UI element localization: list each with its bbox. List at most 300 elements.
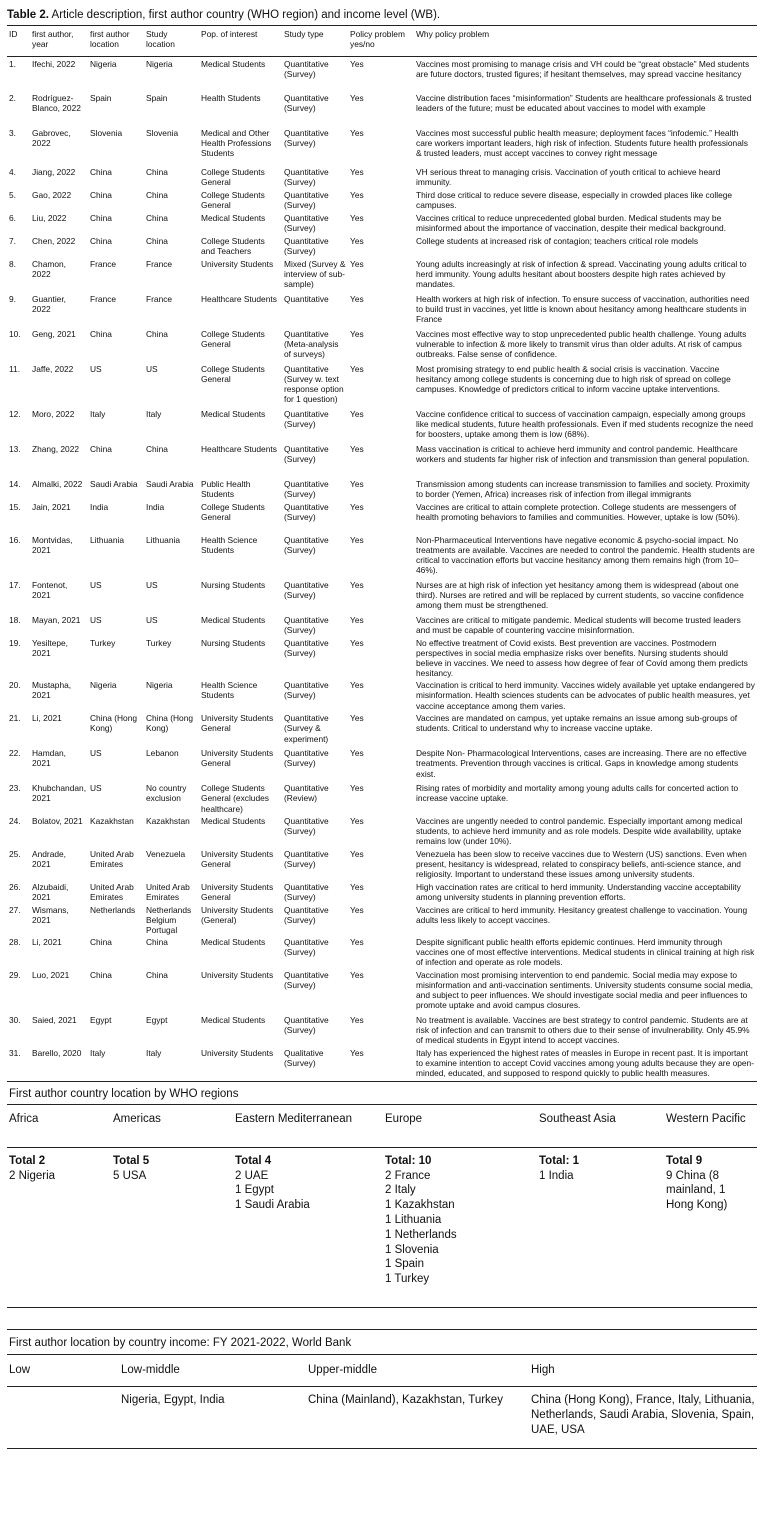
- cell-study-type: Quantitative (Survey): [284, 167, 329, 188]
- cell-id: 12.: [9, 409, 21, 419]
- cell-id: 9.: [9, 294, 16, 304]
- cell-population: University Students: [201, 969, 274, 980]
- cell-study-type: Quantitative (Survey): [284, 615, 329, 636]
- cell-first-author-year: Li, 2021: [32, 713, 62, 724]
- cell-id: 18.: [9, 615, 21, 625]
- cell-study-type: Quantitative (Survey): [284, 213, 329, 234]
- cell-study-type: Quantitative (Survey): [284, 815, 329, 836]
- who-country-count: 2 Nigeria: [9, 1169, 56, 1182]
- cell-first-author-location: Italy: [88, 1046, 144, 1082]
- cell-population: Medical and Other Health Professions Students: [201, 128, 272, 159]
- cell-first-author-location: US: [90, 783, 102, 794]
- cell-policy-problem: Yes: [348, 1046, 414, 1082]
- who-region-total: Total: 10: [385, 1154, 432, 1167]
- cell-id: 11.: [9, 364, 21, 374]
- income-header-row: [7, 1355, 757, 1387]
- cell-study-type: Quantitative (Survey): [284, 93, 329, 114]
- cell-population: Public Health Students: [201, 479, 251, 500]
- column-header-study-type: Study type: [282, 26, 348, 56]
- cell-policy-problem: Yes: [350, 294, 364, 304]
- cell-population: Medical Students: [201, 213, 266, 223]
- table-row: [7, 847, 757, 880]
- cell-study-location: China: [146, 969, 168, 980]
- cell-study-type: Quantitative (Survey): [284, 848, 329, 869]
- cell-why-policy-problem: No treatment is available. Vaccines are best strategy to control pandemic. Students are at risk of infection and can transmit to others due to their sense of invulnerability. Only 45.9% of medical students in Egypt intend to accept vaccines.: [416, 1014, 750, 1046]
- cell-policy-problem: Yes: [350, 259, 364, 269]
- table-row: [7, 935, 757, 968]
- who-region-total: Total 2: [9, 1154, 46, 1167]
- cell-study-location: Venezuela: [146, 848, 186, 859]
- cell-policy-problem: Yes: [350, 881, 364, 892]
- cell-population: Medical Students: [201, 409, 266, 419]
- who-country-count: 1 Netherlands: [385, 1228, 457, 1241]
- table-row: [7, 781, 757, 813]
- cell-study-type: Quantitative: [284, 294, 329, 304]
- cell-first-author-location: United Arab Emirates: [90, 848, 134, 869]
- cell-first-author-location: China: [90, 213, 112, 223]
- cell-policy-problem: Yes: [350, 364, 364, 374]
- column-header-population: Pop. of interest: [199, 26, 282, 56]
- cell-policy-problem: Yes: [350, 748, 364, 759]
- column-header-study-location: Study location: [144, 26, 199, 56]
- income-countries-cell: Nigeria, Egypt, India: [119, 1387, 306, 1449]
- cell-population: College Students General: [201, 167, 265, 188]
- cell-first-author-location: US: [90, 615, 102, 625]
- cell-study-location: India: [146, 502, 165, 512]
- cell-id: 7.: [9, 236, 16, 246]
- cell-why-policy-problem: Venezuela has been slow to receive vaccines due to Western (US) sanctions. Even when present, hesitancy is widespread, related to conspiracy beliefs, anti-science stance, and religiosity. Important to understand these issues among university students.: [416, 848, 747, 879]
- cell-population: Healthcare Students: [201, 294, 277, 304]
- income-countries-cell: China (Mainland), Kazakhstan, Turkey: [306, 1387, 529, 1449]
- cell-why-policy-problem: Vaccines are critical to herd immunity. Hesitancy greatest challenge to vaccination. Young adults less likely to accept vaccines.: [416, 904, 748, 925]
- cell-study-type: Quantitative (Survey): [284, 128, 329, 149]
- cell-study-type: Quantitative (Survey & experiment): [284, 713, 329, 744]
- cell-population: College Students General: [201, 190, 265, 211]
- who-country-count: 1 Kazakhstan: [385, 1199, 455, 1212]
- cell-first-author-location: US: [90, 580, 102, 590]
- cell-first-author-location: China: [90, 167, 112, 177]
- cell-population: Medical Students: [201, 58, 266, 69]
- cell-first-author-location: China: [90, 936, 112, 947]
- income-countries-cell: [7, 1387, 119, 1449]
- cell-study-type: Qualitative (Survey): [282, 1046, 348, 1082]
- cell-study-type: Quantitative (Survey): [284, 1014, 329, 1036]
- cell-policy-problem: Yes: [350, 936, 364, 947]
- cell-first-author-year: Gabrovec, 2022: [32, 128, 71, 149]
- table-row: [7, 636, 757, 678]
- cell-population: Medical Students: [201, 936, 266, 947]
- cell-first-author-location: Netherlands: [90, 904, 136, 915]
- who-country-count: 1 India: [539, 1169, 574, 1182]
- cell-policy-problem: Yes: [350, 580, 364, 590]
- table-row: [7, 165, 757, 188]
- cell-why-policy-problem: High vaccination rates are critical to herd immunity. Understanding vaccine acceptability among university students in planning prevention efforts.: [416, 881, 741, 902]
- who-country-count: 9 China (8 mainland, 1 Hong Kong): [666, 1169, 728, 1212]
- cell-policy-problem: Yes: [350, 680, 364, 691]
- cell-why-policy-problem: Transmission among students can increase transmission to families and society. Proximity to border (Yemen, Africa) increases risk of infection from illegal immigrants: [416, 479, 750, 500]
- who-country-count: 2 UAE: [235, 1169, 269, 1182]
- cell-id: 17.: [9, 580, 21, 590]
- who-region-table: [7, 1105, 757, 1308]
- cell-study-type: Quantitative (Meta-analysis of surveys): [284, 329, 339, 360]
- cell-policy-problem: Yes: [350, 713, 364, 724]
- cell-why-policy-problem: Vaccines are critical to attain complete protection. College students are messengers of health promoting behaviors to families and communities. However, uptake is low (50%).: [416, 502, 740, 523]
- who-region-total: Total 9: [666, 1154, 703, 1167]
- cell-study-location: China: [146, 444, 168, 454]
- who-region-total: Total: 1: [539, 1154, 580, 1167]
- table-caption: [7, 0, 757, 26]
- cell-study-location: France: [146, 294, 173, 304]
- cell-policy-problem: Yes: [350, 848, 364, 859]
- cell-id: 27.: [9, 904, 21, 915]
- cell-first-author-location: China: [90, 236, 112, 246]
- cell-policy-problem: Yes: [350, 213, 364, 223]
- cell-first-author-year: Geng, 2021: [32, 329, 76, 339]
- cell-policy-problem: Yes: [350, 535, 364, 545]
- table-row: [7, 442, 757, 477]
- cell-id: 16.: [9, 535, 21, 545]
- cell-first-author-location: Turkey: [90, 638, 116, 648]
- table-row: [7, 613, 757, 636]
- who-section-title: First author country location by WHO regions: [7, 1082, 757, 1105]
- cell-why-policy-problem: Most promising strategy to end public health & social crisis is vaccination. Vaccine hesitancy among college students is concerning due to high risk of spread on college campuses. Knowledge of predictors critical to inform vaccine uptake interventions.: [416, 364, 731, 395]
- cell-first-author-location: India: [90, 502, 109, 512]
- cell-population: Health Students: [201, 93, 261, 103]
- income-level-header: Upper-middle: [306, 1355, 529, 1387]
- cell-population: College Students General: [201, 502, 265, 523]
- who-totals-row: [7, 1147, 757, 1307]
- table-row: [7, 578, 757, 613]
- who-region-header: Western Pacific: [664, 1105, 757, 1147]
- who-country-count: 1 Saudi Arabia: [235, 1199, 310, 1212]
- cell-study-type: Quantitative (Survey): [284, 904, 329, 925]
- who-header-row: [7, 1105, 757, 1147]
- cell-population: Healthcare Students: [201, 444, 277, 454]
- cell-population: College Students General: [201, 329, 265, 350]
- cell-first-author-year: Yesiltepe, 2021: [32, 638, 69, 659]
- cell-population: University Students: [199, 1046, 282, 1082]
- cell-first-author-year: Moro, 2022: [32, 409, 75, 419]
- column-header-id: ID: [7, 26, 30, 56]
- cell-id: 8.: [9, 259, 16, 269]
- cell-why-policy-problem: Vaccination is critical to herd immunity. Vaccines widely available yet uptake endangered by misinformation. Health sciences students can be advocates of public health measures, yet vaccine acceptance among them varies.: [416, 680, 755, 711]
- who-region-total: Total 4: [235, 1154, 272, 1167]
- cell-population: Nursing Students: [201, 638, 266, 648]
- column-header-first-author-location: first author location: [88, 26, 144, 56]
- cell-study-type: Mixed (Survey & interview of sub-sample): [284, 259, 346, 290]
- cell-study-type: Quantitative (Survey): [284, 936, 329, 958]
- table-row: [7, 533, 757, 578]
- who-region-header: Southeast Asia: [537, 1105, 664, 1147]
- cell-first-author-year: Saied, 2021: [32, 1014, 77, 1025]
- cell-study-type: Quantitative (Survey): [284, 479, 329, 500]
- cell-first-author-year: Jiang, 2022: [32, 167, 76, 177]
- cell-study-type: Quantitative (Survey): [284, 58, 329, 79]
- cell-study-location: Spain: [146, 93, 168, 103]
- table-row: [7, 903, 757, 935]
- table-row: [7, 56, 757, 91]
- cell-id: 14.: [9, 479, 21, 489]
- cell-policy-problem: Yes: [350, 638, 364, 648]
- table-row: [7, 500, 757, 533]
- table-row: [7, 188, 757, 211]
- cell-id: 22.: [9, 748, 21, 759]
- cell-population: Medical Students: [201, 1014, 266, 1025]
- cell-first-author-year: Mustapha, 2021: [32, 680, 72, 701]
- cell-id: 21.: [9, 713, 21, 724]
- table-row: [7, 746, 757, 781]
- cell-study-type: Quantitative (Survey): [284, 409, 329, 430]
- table-label: Table 2.: [7, 9, 49, 21]
- article-description-table: [7, 26, 757, 1082]
- cell-policy-problem: Yes: [350, 93, 364, 103]
- cell-first-author-location: Nigeria: [90, 58, 117, 69]
- cell-first-author-location: China (Hong Kong): [90, 713, 138, 734]
- cell-population: College Students General: [201, 364, 265, 385]
- table-row: [7, 292, 757, 327]
- cell-study-location: Italy: [144, 1046, 199, 1082]
- cell-why-policy-problem: Despite Non- Pharmacological Interventions, cases are increasing. There are no effective treatments. Prevention through vaccines is critical. Gaps in knowledge among students exist.: [416, 748, 747, 779]
- cell-id: 25.: [9, 848, 21, 859]
- cell-population: College Students and Teachers: [201, 236, 265, 257]
- cell-id: 4.: [9, 167, 16, 177]
- cell-study-location: China: [146, 167, 168, 177]
- cell-first-author-year: Gao, 2022: [32, 190, 72, 200]
- cell-study-location: Saudi Arabia: [146, 479, 194, 489]
- cell-id: 10.: [9, 329, 21, 339]
- cell-why-policy-problem: Vaccine confidence critical to success of vaccination campaign, especially among groups like medical students, future health professionals. Even if med students recognize the need for boosters, uptake among them is low (68%).: [416, 409, 754, 440]
- cell-study-location: China: [146, 236, 168, 246]
- who-region-cell: [537, 1147, 664, 1307]
- cell-policy-problem: Yes: [350, 615, 364, 625]
- cell-id: 1.: [9, 58, 16, 69]
- cell-why-policy-problem: Vaccines most effective way to stop unprecedented public health challenge. Young adults vulnerable to infection & more likely to transmit virus than older adults. At risk of campus outbreaks. False sense of confidence.: [416, 329, 747, 360]
- table-row: [7, 362, 757, 407]
- cell-population: College Students General (excludes healthcare): [201, 783, 269, 814]
- cell-study-location: Nigeria: [146, 58, 173, 69]
- cell-study-location: China: [146, 329, 168, 339]
- cell-id: 6.: [9, 213, 16, 223]
- cell-id: 29.: [9, 969, 21, 980]
- cell-study-location: France: [146, 259, 173, 269]
- cell-why-policy-problem: Nurses are at high risk of infection yet hesitancy among them is widespread (about one third). Nurses are retired and will be replaced by current students, so vaccine confidence among them must be strengthened.: [416, 580, 744, 611]
- table-row: [7, 711, 757, 746]
- cell-id: 19.: [9, 638, 21, 648]
- cell-study-location: US: [146, 580, 158, 590]
- cell-why-policy-problem: VH serious threat to managing crisis. Vaccination of youth critical to achieve heard immunity.: [416, 167, 721, 188]
- who-country-count: 1 Spain: [385, 1258, 425, 1271]
- income-section-title: First author location by country income: FY 2021-2022, World Bank: [7, 1329, 757, 1355]
- who-country-count: 5 USA: [113, 1169, 147, 1182]
- cell-first-author-year: Ifechi, 2022: [32, 58, 76, 69]
- table-row: [7, 126, 757, 165]
- who-country-count: 2 France: [385, 1169, 431, 1182]
- cell-policy-problem: Yes: [350, 444, 364, 454]
- cell-first-author-year: Rodríguez-Blanco, 2022: [32, 93, 81, 114]
- cell-first-author-year: Zhang, 2022: [32, 444, 80, 454]
- cell-id: 5.: [9, 190, 16, 200]
- cell-study-location: Kazakhstan: [146, 815, 190, 826]
- cell-study-location: China: [146, 213, 168, 223]
- cell-study-location: Slovenia: [146, 128, 179, 138]
- cell-population: Nursing Students: [201, 580, 266, 590]
- cell-population: University Students (General): [201, 904, 274, 925]
- income-level-header: Low: [7, 1355, 119, 1387]
- table-row: [7, 880, 757, 903]
- cell-first-author-year: Chen, 2022: [32, 236, 76, 246]
- column-header-first-author-year: first author, year: [30, 26, 88, 56]
- who-region-header: Americas: [111, 1105, 233, 1147]
- cell-why-policy-problem: Vaccines critical to reduce unprecedented global burden. Medical students may be misinformed about the importance of vaccination, despite their medical background.: [416, 213, 727, 234]
- cell-first-author-year: Hamdan, 2021: [32, 748, 66, 769]
- who-country-count: 2 Italy: [385, 1184, 416, 1197]
- cell-id: 23.: [9, 783, 21, 794]
- cell-study-type: Quantitative (Survey): [284, 580, 329, 601]
- cell-why-policy-problem: Young adults increasingly at risk of infection & spread. Vaccinating young adults critical to herd immunity. Young adults hesitant about boosters despite high rates achieved by mandates.: [416, 259, 747, 290]
- who-country-count: 1 Slovenia: [385, 1243, 439, 1256]
- cell-policy-problem: Yes: [350, 329, 364, 339]
- who-region-cell: [233, 1147, 383, 1307]
- cell-first-author-year: Wismans, 2021: [32, 904, 69, 925]
- cell-id: 28.: [9, 936, 21, 947]
- cell-policy-problem: Yes: [350, 128, 364, 138]
- cell-first-author-location: China: [90, 190, 112, 200]
- cell-first-author-year: Alzubaidi, 2021: [32, 881, 69, 902]
- table-row: [7, 678, 757, 711]
- who-region-header: Africa: [7, 1105, 111, 1147]
- cell-policy-problem: Yes: [350, 190, 364, 200]
- cell-first-author-location: US: [90, 748, 102, 759]
- cell-study-location: No country exclusion: [146, 783, 187, 804]
- cell-first-author-location: United Arab Emirates: [90, 881, 134, 902]
- cell-policy-problem: Yes: [350, 783, 364, 794]
- cell-why-policy-problem: Despite significant public health efforts epidemic continues. Herd immunity through vaccines one of most effective interventions. Medical students in clinical training at high risk of infection and operate as role models.: [416, 936, 755, 968]
- cell-first-author-location: US: [90, 364, 102, 374]
- cell-first-author-location: France: [90, 294, 117, 304]
- cell-study-type: Quantitative (Survey): [284, 748, 329, 769]
- cell-first-author-location: Lithuania: [90, 535, 124, 545]
- cell-first-author-year: Andrade, 2021: [32, 848, 66, 869]
- table-row: [7, 211, 757, 234]
- cell-first-author-year: Jain, 2021: [32, 502, 71, 512]
- who-region-cell: [7, 1147, 111, 1307]
- income-countries-cell: China (Hong Kong), France, Italy, Lithuania, Netherlands, Saudi Arabia, Slovenia, Spain, UAE, USA: [529, 1387, 757, 1449]
- who-region-cell: [664, 1147, 757, 1307]
- cell-why-policy-problem: Mass vaccination is critical to achieve herd immunity and control pandemic. Healthcare workers and students far higher risk of infection and transmission than general population.: [416, 444, 750, 465]
- cell-population: University Students General: [201, 713, 274, 734]
- cell-study-type: Quantitative (Survey): [284, 190, 329, 211]
- cell-first-author-location: Italy: [90, 409, 106, 419]
- cell-study-location: US: [146, 364, 158, 374]
- cell-population: University Students General: [201, 748, 274, 769]
- cell-study-type: Quantitative (Survey): [284, 881, 329, 902]
- cell-study-type: Quantitative (Survey): [284, 502, 329, 523]
- cell-study-type: Quantitative (Survey): [284, 535, 329, 556]
- cell-policy-problem: Yes: [350, 167, 364, 177]
- column-header-why-policy-problem: Why policy problem: [414, 26, 757, 56]
- table-row: [7, 407, 757, 442]
- cell-first-author-year: Bolatov, 2021: [32, 815, 83, 826]
- cell-why-policy-problem: Health workers at high risk of infection. To ensure success of vaccination, authorities need to build trust in vaccines, yet little is known about hesitancy among healthcare students in France: [416, 294, 750, 325]
- cell-policy-problem: Yes: [350, 58, 364, 69]
- income-level-header: Low-middle: [119, 1355, 306, 1387]
- cell-policy-problem: Yes: [350, 236, 364, 246]
- cell-study-type: Quantitative (Survey w. text response option for 1 question): [284, 364, 344, 405]
- cell-study-location: China: [146, 936, 168, 947]
- cell-first-author-location: France: [90, 259, 117, 269]
- who-region-header: Eastern Mediterranean: [233, 1105, 383, 1147]
- cell-why-policy-problem: Non-Pharmaceutical Interventions have negative economic & psycho-social impact. No treatments are available. Vaccines are needed to control the pandemic. Health students are critical to vaccination efforts but vaccine hesitancy among them remains high (from 10–46%).: [416, 535, 755, 576]
- cell-why-policy-problem: Italy has experienced the highest rates of measles in Europe in recent past. It is important to examine intention to accept Covid vaccines among young adults because they are open-minded, educated, and supposed to respond quickly to public health measures.: [414, 1046, 757, 1082]
- cell-study-location: Nigeria: [146, 680, 173, 691]
- cell-first-author-location: Slovenia: [90, 128, 123, 138]
- cell-id: 31.: [7, 1046, 30, 1082]
- cell-id: 13.: [9, 444, 21, 454]
- cell-study-location: Turkey: [146, 638, 172, 648]
- cell-why-policy-problem: College students at increased risk of contagion; teachers critical role models: [416, 236, 699, 246]
- cell-population: Health Science Students: [201, 680, 258, 701]
- cell-first-author-location: China: [90, 444, 112, 454]
- cell-study-type: Quantitative (Survey): [284, 444, 329, 465]
- cell-first-author-year: Guantier, 2022: [32, 294, 66, 315]
- cell-study-location: China: [146, 190, 168, 200]
- cell-id: 15.: [9, 502, 21, 512]
- who-region-cell: [383, 1147, 537, 1307]
- cell-first-author-location: Saudi Arabia: [90, 479, 138, 489]
- who-region-cell: [111, 1147, 233, 1307]
- cell-population: Medical Students: [201, 815, 266, 826]
- cell-first-author-year: Montvidas, 2021: [32, 535, 73, 556]
- cell-policy-problem: Yes: [350, 815, 364, 826]
- who-country-count: 1 Turkey: [385, 1273, 430, 1286]
- table-row: [7, 1013, 757, 1046]
- cell-first-author-year: Khubchandan, 2021: [32, 783, 87, 804]
- who-region-header: Europe: [383, 1105, 537, 1147]
- cell-why-policy-problem: Vaccination most promising intervention to end pandemic. Social media may expose to misinformation and anti-vaccination sentiments. University students consume social media, and subject to peer influences. We should investigate social media and peer influences to promote uptake and avoid campus closures.: [416, 969, 754, 1011]
- who-region-total: Total 5: [113, 1154, 150, 1167]
- cell-id: 3.: [9, 128, 16, 138]
- cell-population: University Students General: [201, 848, 274, 869]
- cell-first-author-location: China: [90, 969, 112, 980]
- cell-population: University Students: [201, 259, 274, 269]
- cell-id: 20.: [9, 680, 21, 691]
- cell-id: 2.: [9, 93, 16, 103]
- cell-first-author-year: Mayan, 2021: [32, 615, 81, 625]
- table-row: [7, 968, 757, 1013]
- table-row: [7, 477, 757, 500]
- table-row: [7, 1046, 757, 1082]
- income-level-header: High: [529, 1355, 757, 1387]
- cell-population: University Students General: [201, 881, 274, 902]
- table-caption-text: Article description, first author country (WHO region) and income level (WB).: [51, 9, 441, 21]
- cell-id: 26.: [9, 881, 21, 892]
- cell-first-author-location: China: [90, 329, 112, 339]
- cell-policy-problem: Yes: [350, 969, 364, 980]
- cell-why-policy-problem: Vaccines are critical to mitigate pandemic. Medical students will become trusted leaders and must be capable of countering vaccine misinformation.: [416, 615, 741, 636]
- cell-study-location: US: [146, 615, 158, 625]
- cell-why-policy-problem: Vaccines are mandated on campus, yet uptake remains an issue among sub-groups of students. Critical to understand why to increase vaccine uptake.: [416, 713, 738, 734]
- cell-study-type: Quantitative (Survey): [284, 236, 329, 257]
- income-countries-row: [7, 1387, 757, 1449]
- table-row: [7, 234, 757, 257]
- cell-first-author-year: Luo, 2021: [32, 969, 70, 980]
- cell-study-location: Lithuania: [146, 535, 180, 545]
- cell-why-policy-problem: No effective treatment of Covid exists. Best prevention are vaccines. Postmodern perspectives in social media emphasize risks over benefits. Nursing students should believe in vaccines. We need to assess how degree of fear of Covid among them predicts hesitancy.: [416, 638, 748, 679]
- cell-first-author-location: Spain: [90, 93, 112, 103]
- cell-id: 30.: [9, 1014, 21, 1025]
- cell-id: 24.: [9, 815, 21, 826]
- cell-first-author-year: Almalki, 2022: [32, 479, 83, 489]
